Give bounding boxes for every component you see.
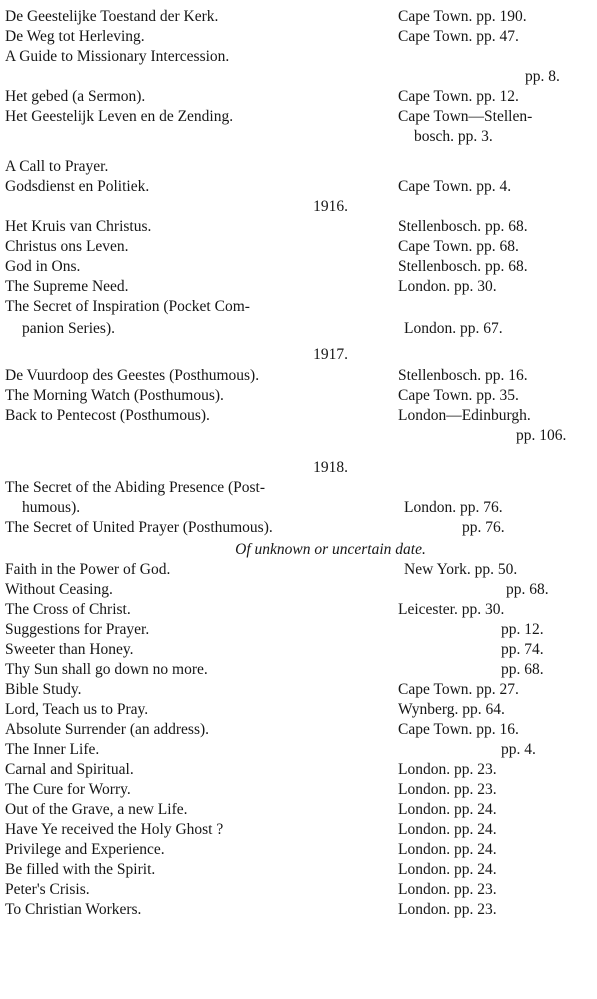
entry-publication: London. pp. 23. xyxy=(398,901,497,918)
entry-publication-cont: bosch. pp. 3. xyxy=(414,128,493,145)
year-heading-1917: 1917. xyxy=(313,346,348,363)
entry-publication: Cape Town. pp. 47. xyxy=(398,28,519,45)
entry-title: Carnal and Spiritual. xyxy=(5,761,134,778)
entry-publication: Stellenbosch. pp. 16. xyxy=(398,367,528,384)
entry-title: Back to Pentecost (Posthumous). xyxy=(5,407,210,424)
section-heading-unknown-date: Of unknown or uncertain date. xyxy=(235,541,426,558)
entry-publication: New York. pp. 50. xyxy=(404,561,518,578)
entry-title: Be filled with the Spirit. xyxy=(5,861,156,878)
entry-title-cont: panion Series). xyxy=(22,320,115,337)
entry-publication: Cape Town. pp. 68. xyxy=(398,238,519,255)
entry-publication: pp. 68. xyxy=(501,661,544,678)
entry-title: The Morning Watch (Posthumous). xyxy=(5,387,224,404)
entry-publication: Cape Town. pp. 12. xyxy=(398,88,519,105)
entry-title: A Call to Prayer. xyxy=(5,158,109,175)
entry-title: The Secret of United Prayer (Posthumous). xyxy=(5,519,273,536)
entry-title: Christus ons Leven. xyxy=(5,238,129,255)
entry-publication: London. pp. 24. xyxy=(398,841,497,858)
entry-title-cont: humous). xyxy=(22,499,81,516)
entry-publication: London. pp. 67. xyxy=(404,320,503,337)
entry-publication: London. pp. 23. xyxy=(398,781,497,798)
entry-publication: Cape Town. pp. 27. xyxy=(398,681,519,698)
entry-title: Without Ceasing. xyxy=(5,581,113,598)
entry-publication: Cape Town. pp. 35. xyxy=(398,387,519,404)
entry-title: De Vuurdoop des Geestes (Posthumous). xyxy=(5,367,260,384)
entry-publication: pp. 4. xyxy=(501,741,536,758)
entry-publication: London. pp. 76. xyxy=(404,499,503,516)
entry-publication: London—Edinburgh. xyxy=(398,407,531,424)
entry-publication: Cape Town—Stellen- xyxy=(398,108,533,125)
entry-title: To Christian Workers. xyxy=(5,901,142,918)
entry-publication: London. pp. 24. xyxy=(398,801,497,818)
entry-publication: London. pp. 24. xyxy=(398,821,497,838)
entry-title: Bible Study. xyxy=(5,681,82,698)
year-heading-1918: 1918. xyxy=(313,459,348,476)
entry-publication-cont: pp. 106. xyxy=(516,427,567,444)
entry-publication: Cape Town. pp. 190. xyxy=(398,8,527,25)
entry-title: Godsdienst en Politiek. xyxy=(5,178,150,195)
entry-title: Het Geestelijk Leven en de Zending. xyxy=(5,108,234,125)
entry-publication: Cape Town. pp. 16. xyxy=(398,721,519,738)
entry-title: Absolute Surrender (an address). xyxy=(5,721,210,738)
entry-title: Peter's Crisis. xyxy=(5,881,90,898)
entry-title: God in Ons. xyxy=(5,258,81,275)
year-heading-1916: 1916. xyxy=(313,198,348,215)
entry-title: Het Kruis van Christus. xyxy=(5,218,152,235)
entry-publication: Stellenbosch. pp. 68. xyxy=(398,258,528,275)
entry-publication: pp. 76. xyxy=(462,519,505,536)
entry-title: The Cure for Worry. xyxy=(5,781,131,798)
entry-title: Privilege and Experience. xyxy=(5,841,165,858)
entry-title: Thy Sun shall go down no more. xyxy=(5,661,208,678)
entry-publication: London. pp. 23. xyxy=(398,761,497,778)
entry-title: A Guide to Missionary Intercession. xyxy=(5,48,230,65)
entry-publication: London. pp. 24. xyxy=(398,861,497,878)
entry-title: Have Ye received the Holy Ghost ? xyxy=(5,821,224,838)
entry-title: The Cross of Christ. xyxy=(5,601,131,618)
entry-publication: Wynberg. pp. 64. xyxy=(398,701,505,718)
entry-publication: pp. 74. xyxy=(501,641,544,658)
entry-publication: pp. 8. xyxy=(525,68,560,85)
entry-publication: Cape Town. pp. 4. xyxy=(398,178,512,195)
entry-publication: pp. 12. xyxy=(501,621,544,638)
entry-title: The Supreme Need. xyxy=(5,278,129,295)
entry-title: Het gebed (a Sermon). xyxy=(5,88,146,105)
entry-title: Suggestions for Prayer. xyxy=(5,621,150,638)
entry-title: Out of the Grave, a new Life. xyxy=(5,801,188,818)
entry-publication: London. pp. 30. xyxy=(398,278,497,295)
entry-publication: Leicester. pp. 30. xyxy=(398,601,505,618)
entry-title: De Geestelijke Toestand der Kerk. xyxy=(5,8,219,25)
entry-title: The Secret of the Abiding Presence (Post- xyxy=(5,479,265,496)
entry-title: The Secret of Inspiration (Pocket Com- xyxy=(5,298,250,315)
entry-title: Sweeter than Honey. xyxy=(5,641,134,658)
entry-publication: Stellenbosch. pp. 68. xyxy=(398,218,528,235)
entry-publication: pp. 68. xyxy=(506,581,549,598)
entry-title: Lord, Teach us to Pray. xyxy=(5,701,149,718)
entry-title: De Weg tot Herleving. xyxy=(5,28,145,45)
entry-title: Faith in the Power of God. xyxy=(5,561,171,578)
entry-title: The Inner Life. xyxy=(5,741,100,758)
entry-publication: London. pp. 23. xyxy=(398,881,497,898)
